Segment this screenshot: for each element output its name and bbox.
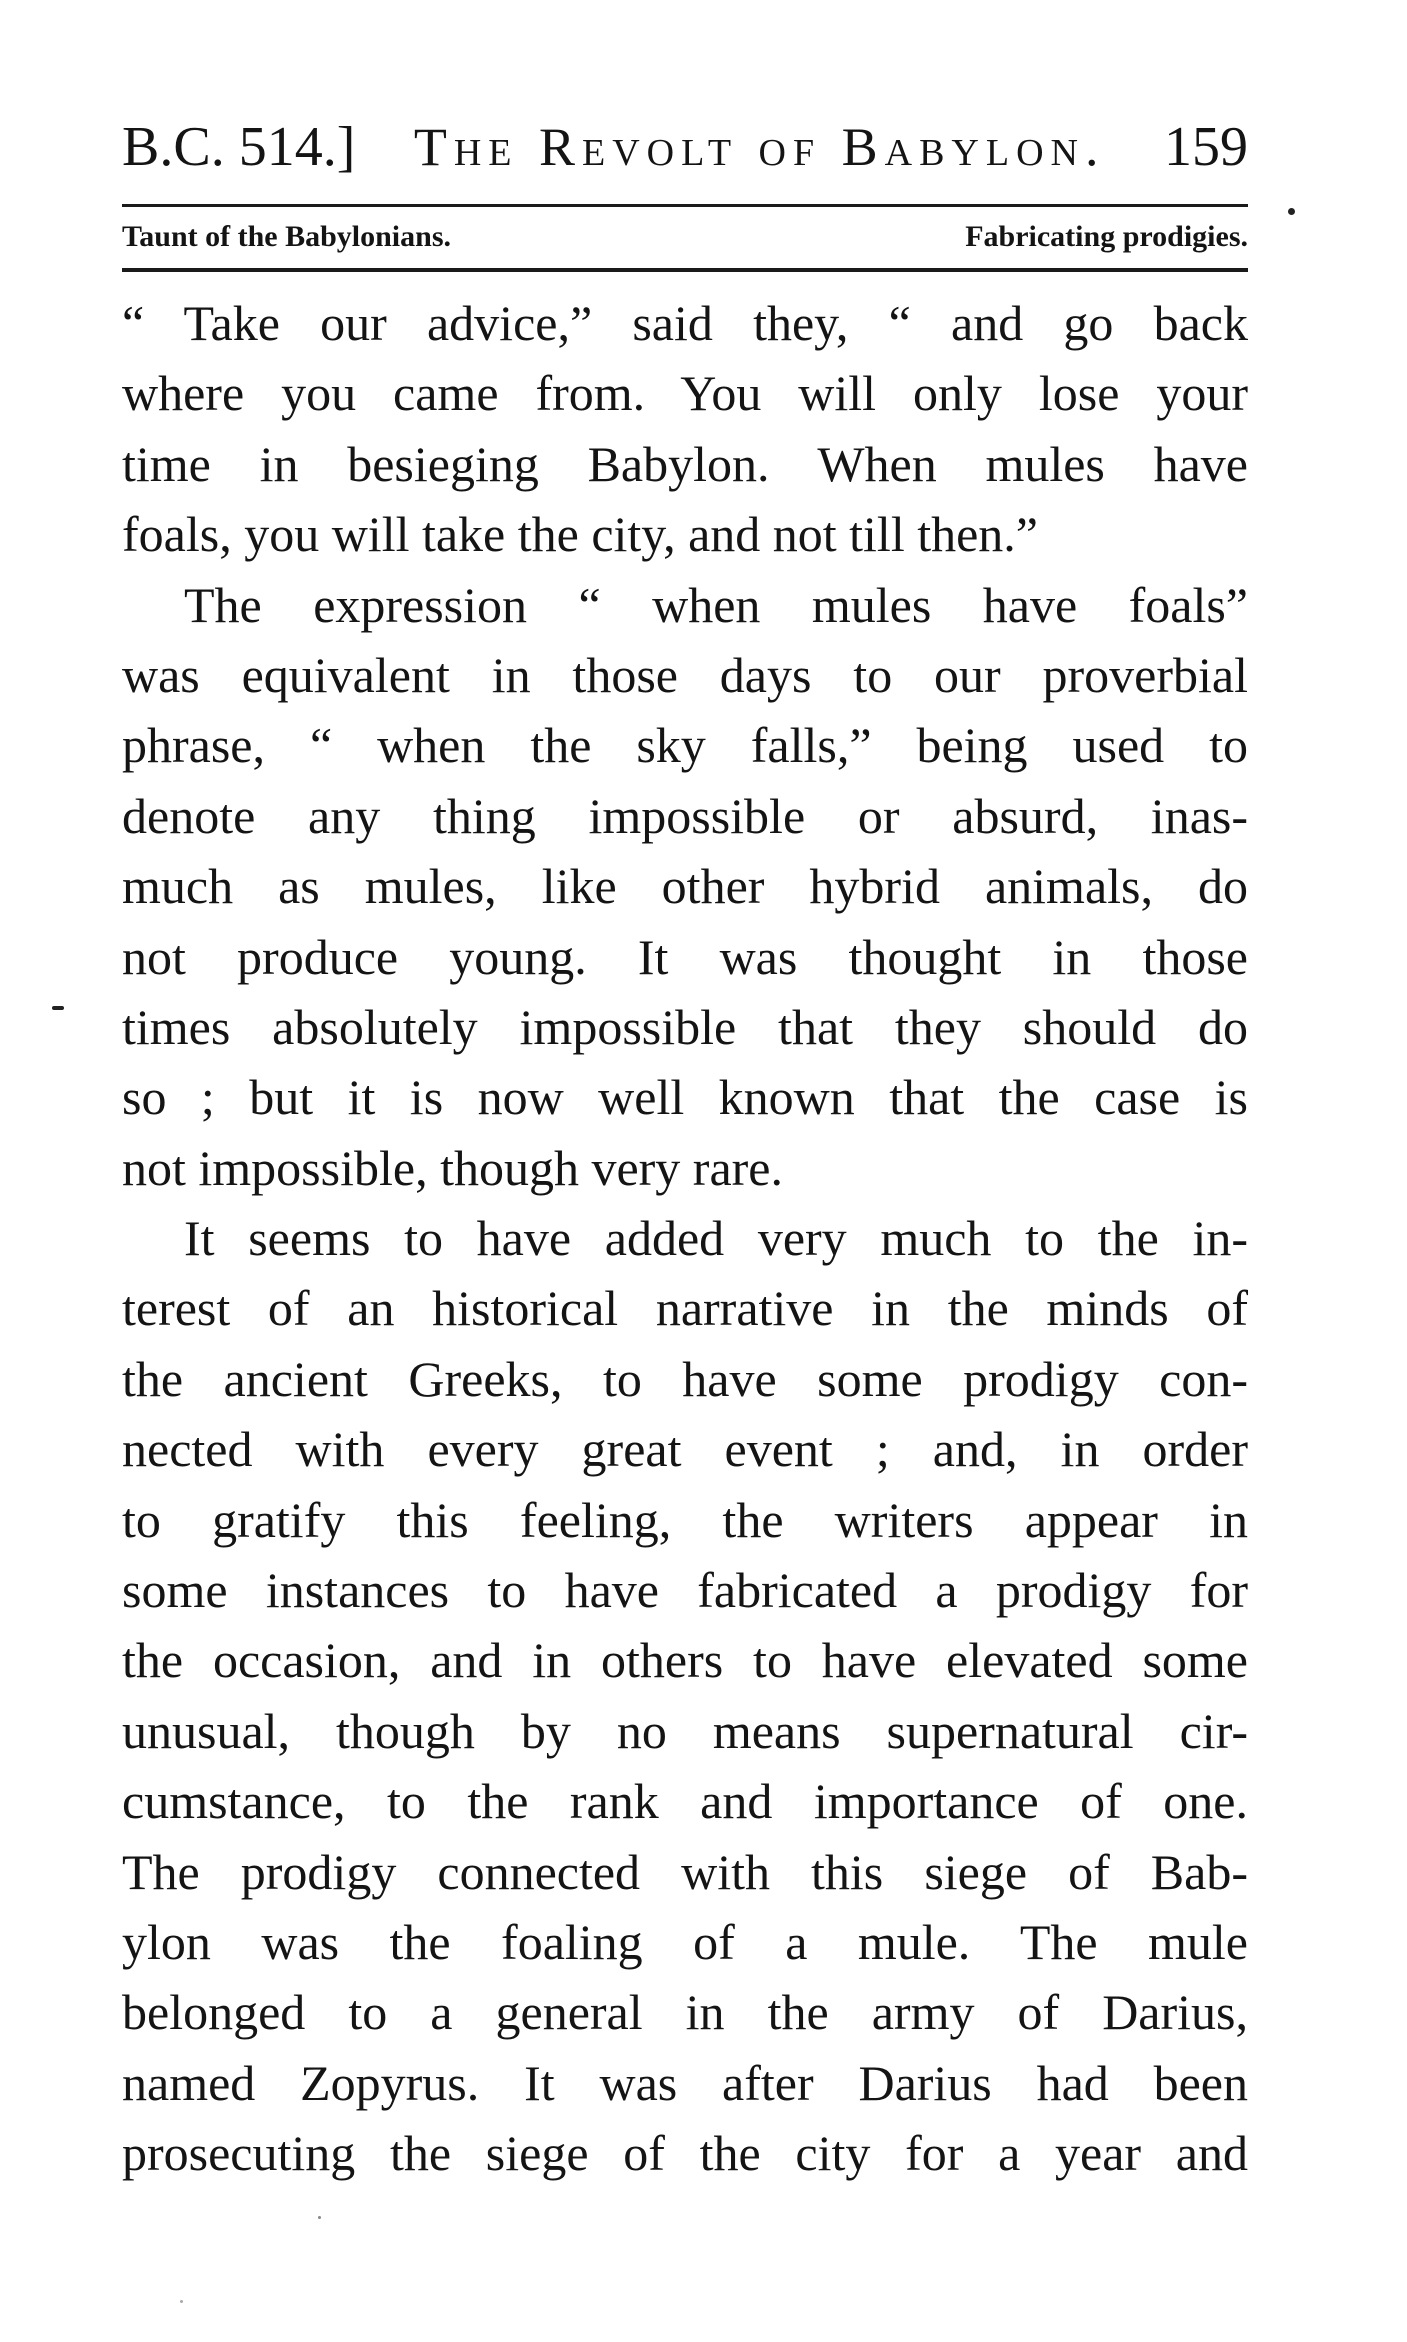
subhead-left: Taunt of the Babylonians. (122, 220, 452, 253)
text-line: “ Take our advice,” said they, “ and go back (122, 295, 1248, 351)
text-line: the occasion, and in others to have elevated some (122, 1632, 1248, 1689)
subhead-right: Fabricating prodigies. (965, 220, 1248, 253)
text-line: so ; but it is now well known that the case is (122, 1069, 1248, 1126)
page-number: 159 (1163, 116, 1248, 178)
text-line: not produce young. It was thought in those (122, 928, 1248, 985)
text-line: prosecuting the siege of the city for a year and (122, 2125, 1248, 2182)
running-head (122, 112, 1248, 182)
scan-speck (52, 1006, 64, 1010)
text-line: to gratify this feeling, the writers appear in (122, 1491, 1248, 1548)
text-line: much as mules, like other hybrid animals, do (122, 858, 1248, 915)
text-line: foals, you will take the city, and not till then.” (122, 506, 1038, 563)
text-line: belonged to a general in the army of Darius, (122, 1984, 1248, 2041)
header-date: B.C. 514.] (122, 116, 356, 178)
text-line: nected with every great event ; and, in order (122, 1421, 1248, 1478)
chapter-title: The Revolt of Babylon. (413, 117, 1106, 177)
text-line: times absolutely impossible that they should do (122, 998, 1248, 1055)
header-rule-top (122, 204, 1248, 207)
text-line: It seems to have added very much to the in- (184, 1210, 1248, 1267)
header-rule-bottom (122, 268, 1248, 272)
scan-speck (1288, 208, 1295, 215)
scan-speck (180, 2300, 183, 2303)
text-line: was equivalent in those days to our proverbial (122, 646, 1248, 703)
side-headings (122, 219, 1248, 255)
text-line: terest of an historical narrative in the minds of (122, 1280, 1248, 1337)
text-line: cumstance, to the rank and importance of one. (122, 1773, 1248, 1830)
scan-speck (318, 2216, 321, 2219)
text-line: the ancient Greeks, to have some prodigy con- (122, 1350, 1248, 1407)
text-line: The prodigy connected with this siege of Bab- (122, 1843, 1248, 1900)
text-line: unusual, though by no means supernatural cir- (122, 1702, 1248, 1759)
text-line: phrase, “ when the sky falls,” being used to (122, 717, 1248, 774)
text-line: time in besieging Babylon. When mules have (122, 435, 1248, 492)
text-line: not impossible, though very rare. (122, 1139, 783, 1196)
text-line: denote any thing impossible or absurd, inas- (122, 787, 1248, 844)
text-line: where you came from. You will only lose your (122, 365, 1248, 422)
text-line: The expression “ when mules have foals” (184, 576, 1248, 633)
text-line: named Zopyrus. It was after Darius had been (122, 2054, 1248, 2111)
text-line: some instances to have fabricated a prodigy for (122, 1562, 1248, 1619)
body-text (122, 288, 1248, 2189)
text-line: ylon was the foaling of a mule. The mule (122, 1913, 1248, 1970)
